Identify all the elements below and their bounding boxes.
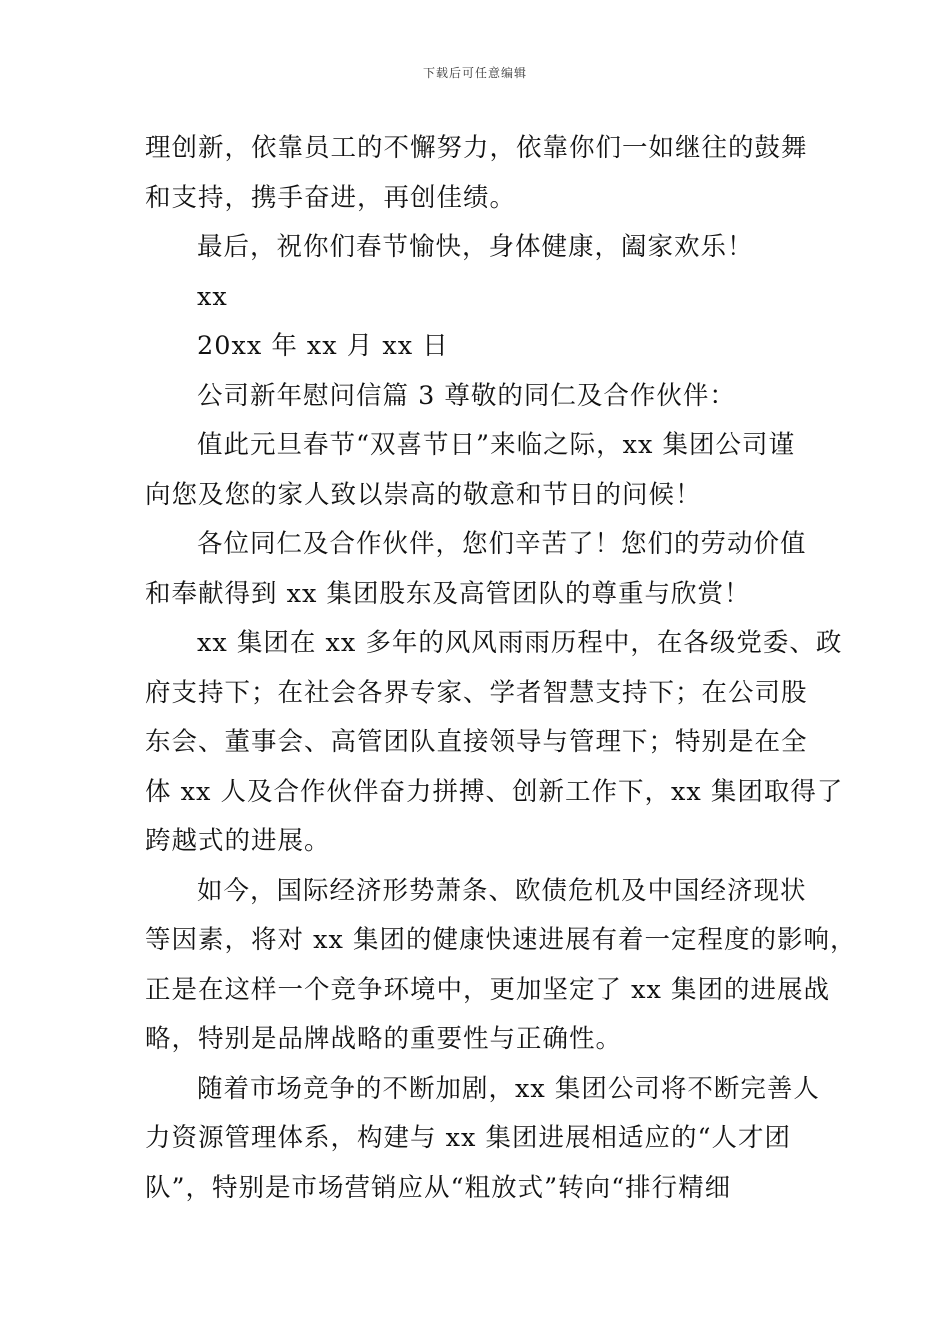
paragraph xyxy=(145,867,857,1065)
text-line: 体 xx 人及合作伙伴奋力拼搏、创新工作下，xx 集团取得了 xyxy=(145,776,844,807)
text-line: 跨越式的进展。 xyxy=(145,826,331,856)
text-line: 20xx 年 xx 月 xx 日 xyxy=(197,331,449,361)
text-line: 和支持，携手奋进，再创佳绩。 xyxy=(145,182,517,213)
text-line: 理创新，依靠员工的不懈努力，依靠你们一如继往的鼓舞 xyxy=(145,133,808,163)
text-line: 队”，特别是市场营销应从“粗放式”转向“排行精细 xyxy=(145,1172,732,1203)
text-line: xx xyxy=(197,281,228,312)
page-header: 下载后可任意编辑 xyxy=(422,66,527,80)
text-line: 略，特别是品牌战略的重要性与正确性。 xyxy=(145,1024,623,1054)
paragraph xyxy=(145,322,810,372)
text-line: 正是在这样一个竞争环境中，更加坚定了 xx 集团的进展战 xyxy=(145,974,830,1005)
paragraph xyxy=(145,124,810,223)
paragraph xyxy=(145,372,810,422)
text-line: 公司新年慰问信篇 3 尊敬的同仁及合作伙伴： xyxy=(197,380,736,411)
text-line: 和奉献得到 xx 集团股东及高管团队的尊重与欣赏！ xyxy=(145,578,751,609)
text-line: 各位同仁及合作伙伴，您们辛苦了！您们的劳动价值 xyxy=(197,529,807,559)
document-body xyxy=(145,124,857,1213)
text-line: 等因素，将对 xx 集团的健康快速进展有着一定程度的影响， xyxy=(145,925,857,955)
text-line: 随着市场竞争的不断加剧，xx 集团公司将不断完善人 xyxy=(197,1073,820,1104)
text-line: 如今，国际经济形势萧条、欧债危机及中国经济现状 xyxy=(197,875,807,906)
text-line: 力资源管理体系，构建与 xx 集团进展相适应的“人才团 xyxy=(145,1123,792,1153)
paragraph xyxy=(145,520,810,619)
text-line: 最后，祝你们春节愉快，身体健康，阖家欢乐！ xyxy=(197,232,754,262)
paragraph xyxy=(145,223,810,273)
paragraph xyxy=(145,619,844,867)
text-line: 值此元旦春节“双喜节日”来临之际，xx 集团公司谨 xyxy=(197,430,795,460)
paragraph xyxy=(145,421,810,520)
text-line: 东会、董事会、高管团队直接领导与管理下；特别是在全 xyxy=(145,727,808,757)
paragraph xyxy=(145,273,810,323)
paragraph xyxy=(145,1065,820,1214)
text-line: xx 集团在 xx 多年的风风雨雨历程中，在各级党委、政 xyxy=(197,628,843,658)
text-line: 府支持下；在社会各界专家、学者智慧支持下；在公司股 xyxy=(145,677,808,708)
text-line: 向您及您的家人致以崇高的敬意和节日的问候！ xyxy=(145,479,702,510)
